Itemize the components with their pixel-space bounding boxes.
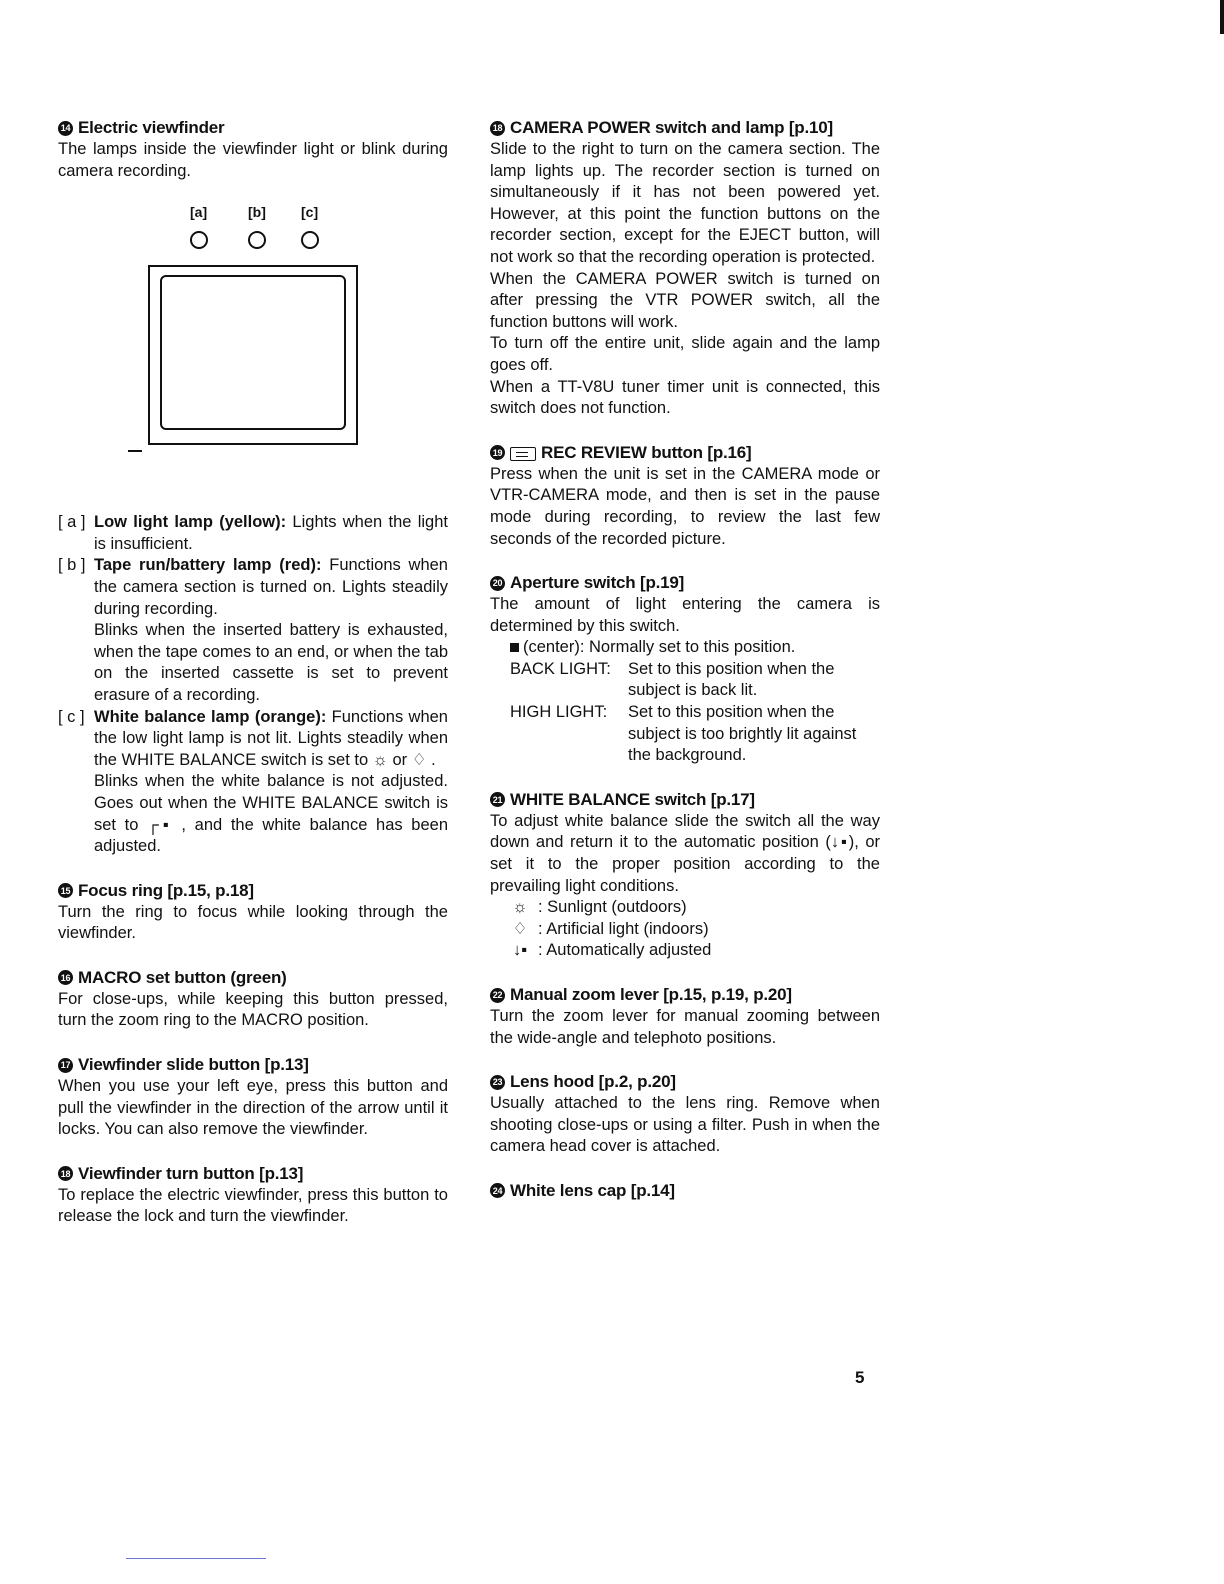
section-focus-ring (58, 880, 448, 945)
section-heading (490, 117, 880, 139)
section-body: Turn the ring to focus while looking through the viewfinder. (58, 902, 448, 943)
section-body: The lamps inside the viewfinder light or blink during camera recording. (58, 140, 448, 180)
lamp-list (58, 512, 448, 858)
section-lens-hood (490, 1071, 880, 1158)
item-number-badge: 16 (58, 970, 73, 985)
right-column (490, 117, 880, 1202)
lamp-key: [ c ] (58, 707, 85, 726)
lamp-text-2: Blinks when the white balance is not adjusted. Goes out when the WHITE BALANCE switch is set to ┌▪ , and the white balance has been adjusted. (94, 772, 448, 856)
section-title: Focus ring [p.15, p.18] (78, 880, 254, 900)
section-title: Aperture switch [p.19] (510, 573, 685, 593)
aperture-value: Set to this position when the subject is back lit. (628, 659, 835, 700)
section-camera-power (490, 117, 880, 420)
lamp-label-a: [a] (190, 204, 208, 220)
bottom-rule (126, 1558, 266, 1559)
item-number-badge: 24 (490, 1183, 505, 1198)
section-title: CAMERA POWER switch and lamp [p.10] (510, 118, 833, 137)
section-viewfinder-slide (58, 1054, 448, 1141)
section-rec-review (490, 442, 880, 550)
section-title: Manual zoom lever [p.15, p.19, p.20] (510, 985, 792, 1004)
section-title: Viewfinder turn button [p.13] (78, 1163, 304, 1183)
white-balance-row (490, 940, 880, 962)
section-manual-zoom (490, 984, 880, 1049)
diagram-tick (128, 450, 142, 452)
aperture-center-text: (center): Normally set to this position. (523, 638, 796, 657)
section-body: Slide to the right to turn on the camera section. The lamp lights up. The recorder section is turned on simultaneously if it has not been powered yet. However, at this point the function buttons on the recorder section, except for the EJECT button, will not work so that the recording operation is protected. (490, 140, 880, 266)
lamp-key: [ a ] (58, 513, 86, 532)
lamp-description (94, 555, 448, 706)
section-title: WHITE BALANCE switch [p.17] (510, 789, 755, 809)
aperture-center-row (490, 637, 880, 659)
section-aperture (490, 572, 880, 767)
section-body: The amount of light entering the camera is determined by this switch. (490, 595, 880, 635)
lamp-description (94, 512, 448, 555)
section-body: Usually attached to the lens ring. Remove when shooting close-ups or using a filter. Push in when the camera head cover is attached. (490, 1094, 880, 1156)
lamp-circle-icon (248, 231, 266, 249)
section-body: Turn the zoom lever for manual zooming between the wide-angle and telephoto positions. (490, 1007, 880, 1047)
lamp-text-2: Blinks when the inserted battery is exhausted, when the tape comes to an end, or when the tab on the inserted cassette is set to prevent erasure of a recording. (94, 621, 448, 704)
section-electric-viewfinder (58, 117, 448, 182)
lamp-title: White balance lamp (orange): (94, 707, 327, 726)
lamp-key: [ b ] (58, 556, 86, 575)
viewfinder-screen (160, 275, 346, 430)
lamp-label-c: [c] (301, 204, 319, 220)
section-title: REC REVIEW button [p.16] (541, 442, 752, 462)
section-heading (58, 117, 448, 139)
item-number-badge: 21 (490, 792, 505, 807)
aperture-high-row (490, 702, 880, 767)
section-body: When a TT-V8U tuner timer unit is connected, this switch does not function. (490, 377, 880, 418)
section-viewfinder-turn (58, 1163, 448, 1228)
rec-review-icon (510, 447, 536, 461)
section-body: To adjust white balance slide the switch all the way down and return it to the automatic position (↓▪), or set it to the proper position according to the prevailing light conditions. (490, 811, 880, 895)
item-number-badge: 22 (490, 988, 505, 1003)
section-title: Electric viewfinder (78, 118, 225, 137)
item-number-badge: 19 (490, 445, 505, 460)
item-number-badge: 15 (58, 883, 73, 898)
aperture-value: Set to this position when the subject is too brightly lit against the background. (628, 703, 857, 765)
section-body: To turn off the entire unit, slide again and the lamp goes off. (490, 334, 880, 374)
lamp-item-c (58, 707, 448, 858)
section-heading (490, 984, 880, 1006)
lamp-item-a (58, 512, 448, 555)
section-heading (58, 1054, 448, 1076)
white-balance-text: : Artificial light (indoors) (538, 919, 709, 938)
section-heading (58, 967, 448, 989)
white-balance-text: : Sunlignt (outdoors) (538, 898, 687, 917)
lamp-description (94, 707, 448, 858)
item-number-badge: 20 (490, 576, 505, 591)
section-heading (58, 1163, 448, 1185)
lamp-text: Lights when the light is insufficient. (94, 513, 448, 553)
lamp-circle-icon (190, 231, 208, 249)
section-title: Viewfinder slide button [p.13] (78, 1055, 309, 1075)
section-body: For close-ups, while keeping this button pressed, turn the zoom ring to the MACRO position. (58, 989, 448, 1030)
square-icon (510, 643, 519, 652)
white-balance-text: : Automatically adjusted (538, 941, 712, 960)
section-title: White lens cap [p.14] (510, 1180, 675, 1200)
item-number-badge: 17 (58, 1058, 73, 1073)
section-heading (490, 1071, 880, 1093)
white-balance-row (490, 919, 880, 941)
section-body: Press when the unit is set in the CAMERA mode or VTR-CAMERA mode, and then is set in the pause mode during recording, to review the last few seconds of the recorded picture. (490, 464, 880, 548)
section-body: When you use your left eye, press this button and pull the viewfinder in the direction of the arrow until it locks. You can also remove the viewfinder. (58, 1077, 448, 1139)
lamp-text: Functions when the camera section is turned on. Lights steadily during recording. (94, 556, 448, 618)
white-balance-row (490, 897, 880, 919)
aperture-key: BACK LIGHT: (510, 659, 611, 678)
section-heading (490, 789, 880, 811)
item-number-badge: 18 (490, 121, 505, 136)
section-macro-button (58, 967, 448, 1032)
section-white-balance (490, 789, 880, 962)
lamp-text: Functions when the low light lamp is not lit. Lights steadily when the WHITE BALANCE switch is set to ☼ or ♢ . (94, 707, 448, 769)
aperture-back-row (490, 659, 880, 702)
lamp-circle-icon (301, 231, 319, 249)
section-title: MACRO set button (green) (78, 967, 287, 987)
corner-mark (1220, 0, 1224, 34)
section-heading (58, 880, 448, 902)
aperture-key: HIGH LIGHT: (510, 703, 608, 722)
section-title: Lens hood [p.2, p.20] (510, 1072, 676, 1092)
item-number-badge: 14 (58, 121, 73, 136)
section-heading (490, 1180, 880, 1202)
section-body: When the CAMERA POWER switch is turned on after pressing the VTR POWER switch, all the function buttons will work. (490, 269, 880, 331)
lamp-item-b (58, 555, 448, 706)
lamp-title: Tape run/battery lamp (red): (94, 556, 322, 575)
artificial-light-icon: ♢ (512, 919, 528, 938)
section-heading (490, 572, 880, 594)
lamp-title: Low light lamp (yellow): (94, 513, 287, 532)
section-body: To replace the electric viewfinder, press this button to release the lock and turn the viewfinder. (58, 1185, 448, 1226)
section-lens-cap (490, 1180, 880, 1202)
item-number-badge: 18 (58, 1166, 73, 1181)
lamp-label-b: [b] (248, 204, 266, 220)
item-number-badge: 23 (490, 1075, 505, 1090)
sunlight-icon: ☼ (512, 898, 528, 917)
page-number: 5 (855, 1368, 865, 1387)
section-heading (490, 442, 880, 464)
auto-icon: ↓▪ (512, 941, 528, 960)
